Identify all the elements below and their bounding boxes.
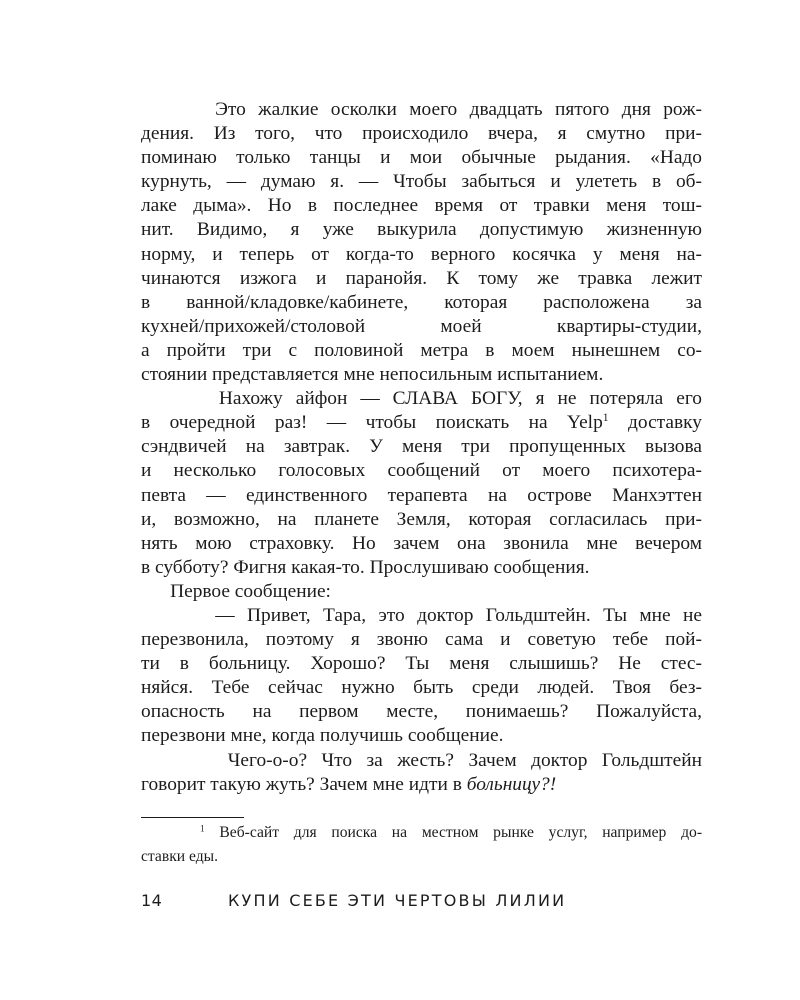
text-line (141, 484, 702, 508)
text-line-content: перезвонила, поэтому я звоню сама и советую тебе пой- (141, 629, 702, 651)
text-line (141, 773, 702, 797)
text-line-content: в субботу? Фигня какая-то. Прослушиваю сообщения. (141, 556, 590, 578)
page-footer (141, 891, 702, 913)
text-line (141, 291, 702, 315)
text-line (141, 435, 702, 459)
text-line (141, 628, 702, 652)
text-line-content: поминаю только танцы и мои обычные рыдания. «Надо (141, 147, 702, 169)
footnote (141, 822, 702, 870)
text-line (141, 652, 702, 676)
text-line-content: Это жалкие осколки моего двадцать пятого дня рож- (141, 99, 702, 120)
text-line (141, 339, 702, 363)
text-line-content: и несколько голосовых сообщений от моего психотера- (141, 460, 702, 482)
page-number: 14 (141, 891, 163, 910)
text-line-content: няйся. Тебе сейчас нужно быть среди людей. Твоя без- (141, 677, 702, 699)
footnote-marker: 1 (199, 824, 205, 835)
text-line (141, 98, 702, 122)
text-line (141, 363, 702, 387)
text-line-content: кухней/прихожей/столовой моей квартиры-студии, (141, 315, 702, 337)
text-line (141, 146, 702, 170)
text-line (141, 580, 702, 604)
text-line (141, 676, 702, 700)
text-line (141, 724, 702, 748)
text-line (141, 749, 702, 773)
text-line (141, 194, 702, 218)
text-line-content: в ванной/кладовке/кабинете, которая расположена за (141, 291, 702, 313)
text-line-content: перезвони мне, когда получишь сообщение. (141, 725, 504, 747)
text-line-content: и, возможно, на планете Земля, которая согласилась при- (141, 508, 702, 530)
footnote-line: ставки еды. (141, 848, 219, 866)
text-line (141, 243, 702, 267)
footnote-divider (141, 817, 244, 818)
text-line-continuation: доставку (608, 412, 702, 434)
text-line (141, 387, 702, 411)
text-line (141, 218, 702, 242)
text-line-content: стоянии представляется мне непосильным испытанием. (141, 364, 604, 386)
text-line-content: — Привет, Тара, это доктор Гольдштейн. Ты мне не (141, 604, 702, 626)
text-line-content: Чего-о-о? Что за жесть? Зачем доктор Гольдштейн (141, 749, 702, 771)
text-line (141, 170, 702, 194)
text-line (141, 604, 702, 628)
footnotes (141, 822, 702, 870)
text-line-content: в очередной раз! — чтобы поискать на Yelp (141, 412, 603, 434)
emphasis: больницу?! (466, 773, 557, 795)
footnote-reference: 1 (602, 411, 609, 425)
text-line-content: сэндвичей на завтрак. У меня три пропущенных вызова (141, 436, 702, 458)
text-line (141, 459, 702, 483)
text-line-content: курнуть, — думаю я. — Чтобы забыться и улететь в об- (141, 171, 702, 193)
text-line-content: ти в больницу. Хорошо? Ты меня слышишь? Не стес- (141, 653, 702, 675)
running-title: КУПИ СЕБЕ ЭТИ ЧЕРТОВЫ ЛИЛИИ (228, 891, 567, 910)
text-line (141, 532, 702, 556)
text-line-content: говорит такую жуть? Зачем мне идти в (141, 773, 467, 795)
text-line-content: а пройти три с половиной метра в моем нынешнем со- (141, 339, 702, 361)
text-line (141, 122, 702, 146)
text-line (141, 508, 702, 532)
text-line-content: опасность на первом месте, понимаешь? Пожалуйста, (141, 701, 702, 723)
footnote-text: Веб-сайт для поиска на местном рынке услуг, например до- (204, 824, 703, 841)
body-text (141, 98, 702, 797)
text-line-content: норму, и теперь от когда-то верного косячка у меня на- (141, 243, 702, 265)
text-line-content: нит. Видимо, я уже выкурила допустимую жизненную (141, 219, 702, 241)
text-line-content: дения. Из того, что происходило вчера, я смутно при- (141, 123, 702, 145)
text-line-content: нять мою страховку. Но зачем она звонила мне вечером (141, 532, 702, 554)
text-line-content: лаке дыма». Но в последнее время от травки меня тош- (141, 195, 702, 217)
footnote-line (141, 822, 702, 846)
text-line-content: Первое сообщение: (141, 580, 331, 602)
text-line (141, 315, 702, 339)
text-line (141, 700, 702, 724)
text-line (141, 267, 702, 291)
text-line-content: чинаются изжога и паранойя. К тому же травка лежит (141, 267, 702, 289)
text-line-content: Нахожу айфон — СЛАВА БОГУ, я не потеряла его (141, 388, 702, 410)
text-line (141, 411, 702, 435)
text-line (141, 556, 702, 580)
text-line-content: певта — единственного терапевта на острове Манхэттен (141, 484, 702, 506)
